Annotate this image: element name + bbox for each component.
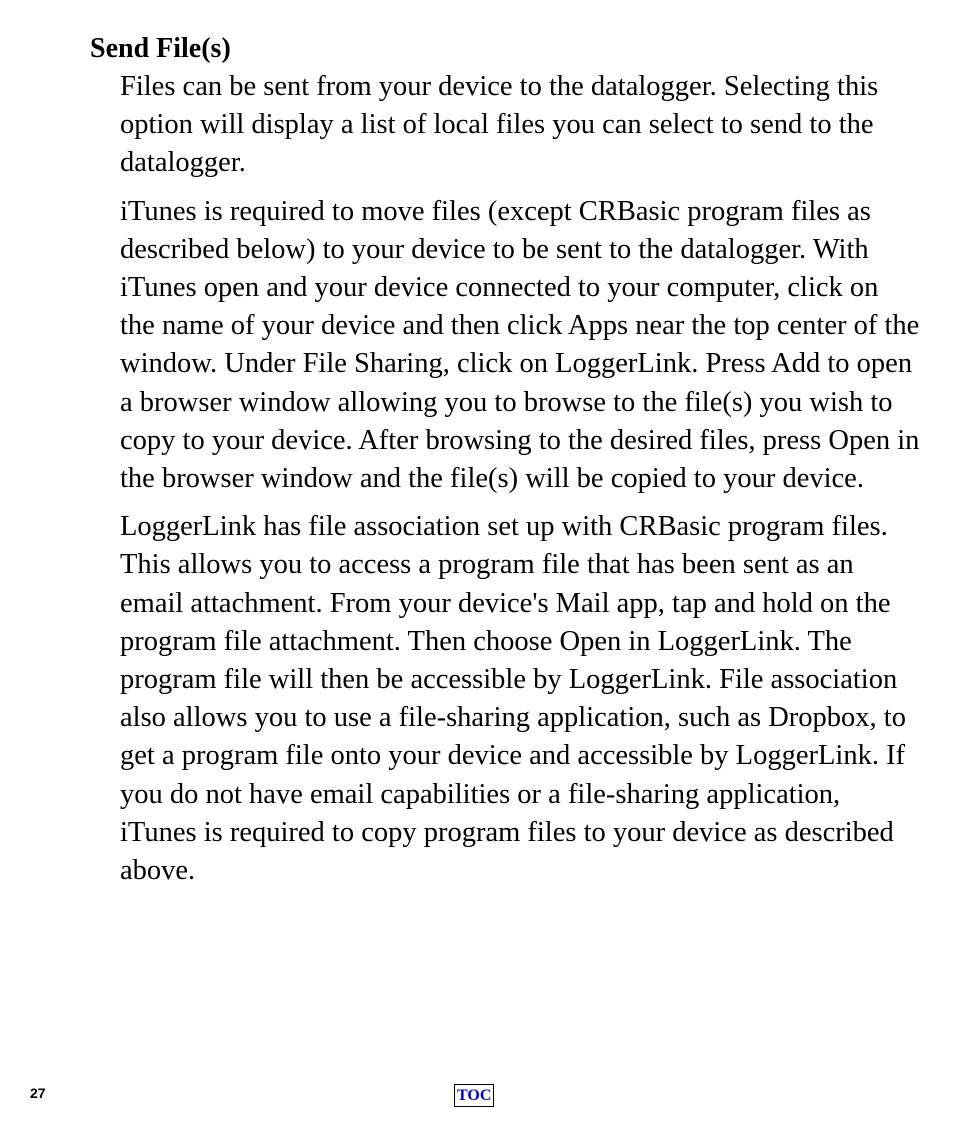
paragraph-itunes: iTunes is required to move files (except CRBasic program files as described below) to your device to be sent to the datalogger. With iTunes open and your device connected to your computer, click on the name of your device and then click Apps near the top center of the window. Under File Sharing, click on LoggerLink. Press Add to open a browser window allowing you to browse to the file(s) you wish to copy to your device. After browsing to the desired files, press Open in the browser window and the file(s) will be copied to your device. [120, 195, 920, 495]
page-number: 27 [30, 1085, 46, 1101]
section-body [120, 68, 920, 900]
toc-link[interactable]: TOC [454, 1084, 494, 1107]
section-heading: Send File(s) [90, 33, 231, 64]
paragraph-file-association: LoggerLink has file association set up with CRBasic program files. This allows you to access a program file that has been sent as an email attachment. From your device's Mail app, tap and hold on the program file attachment. Then choose Open in LoggerLink. The program file will then be accessible by LoggerLink. File association also allows you to use a file-sharing application, such as Dropbox, to get a program file onto your device and accessible by LoggerLink. If you do not have email capabilities or a file-sharing application, iTunes is required to copy program files to your device as described above. [120, 511, 906, 887]
paragraph-intro: Files can be sent from your device to the datalogger. Selecting this option will display a list of local files you can select to send to the datalogger. [120, 71, 879, 179]
